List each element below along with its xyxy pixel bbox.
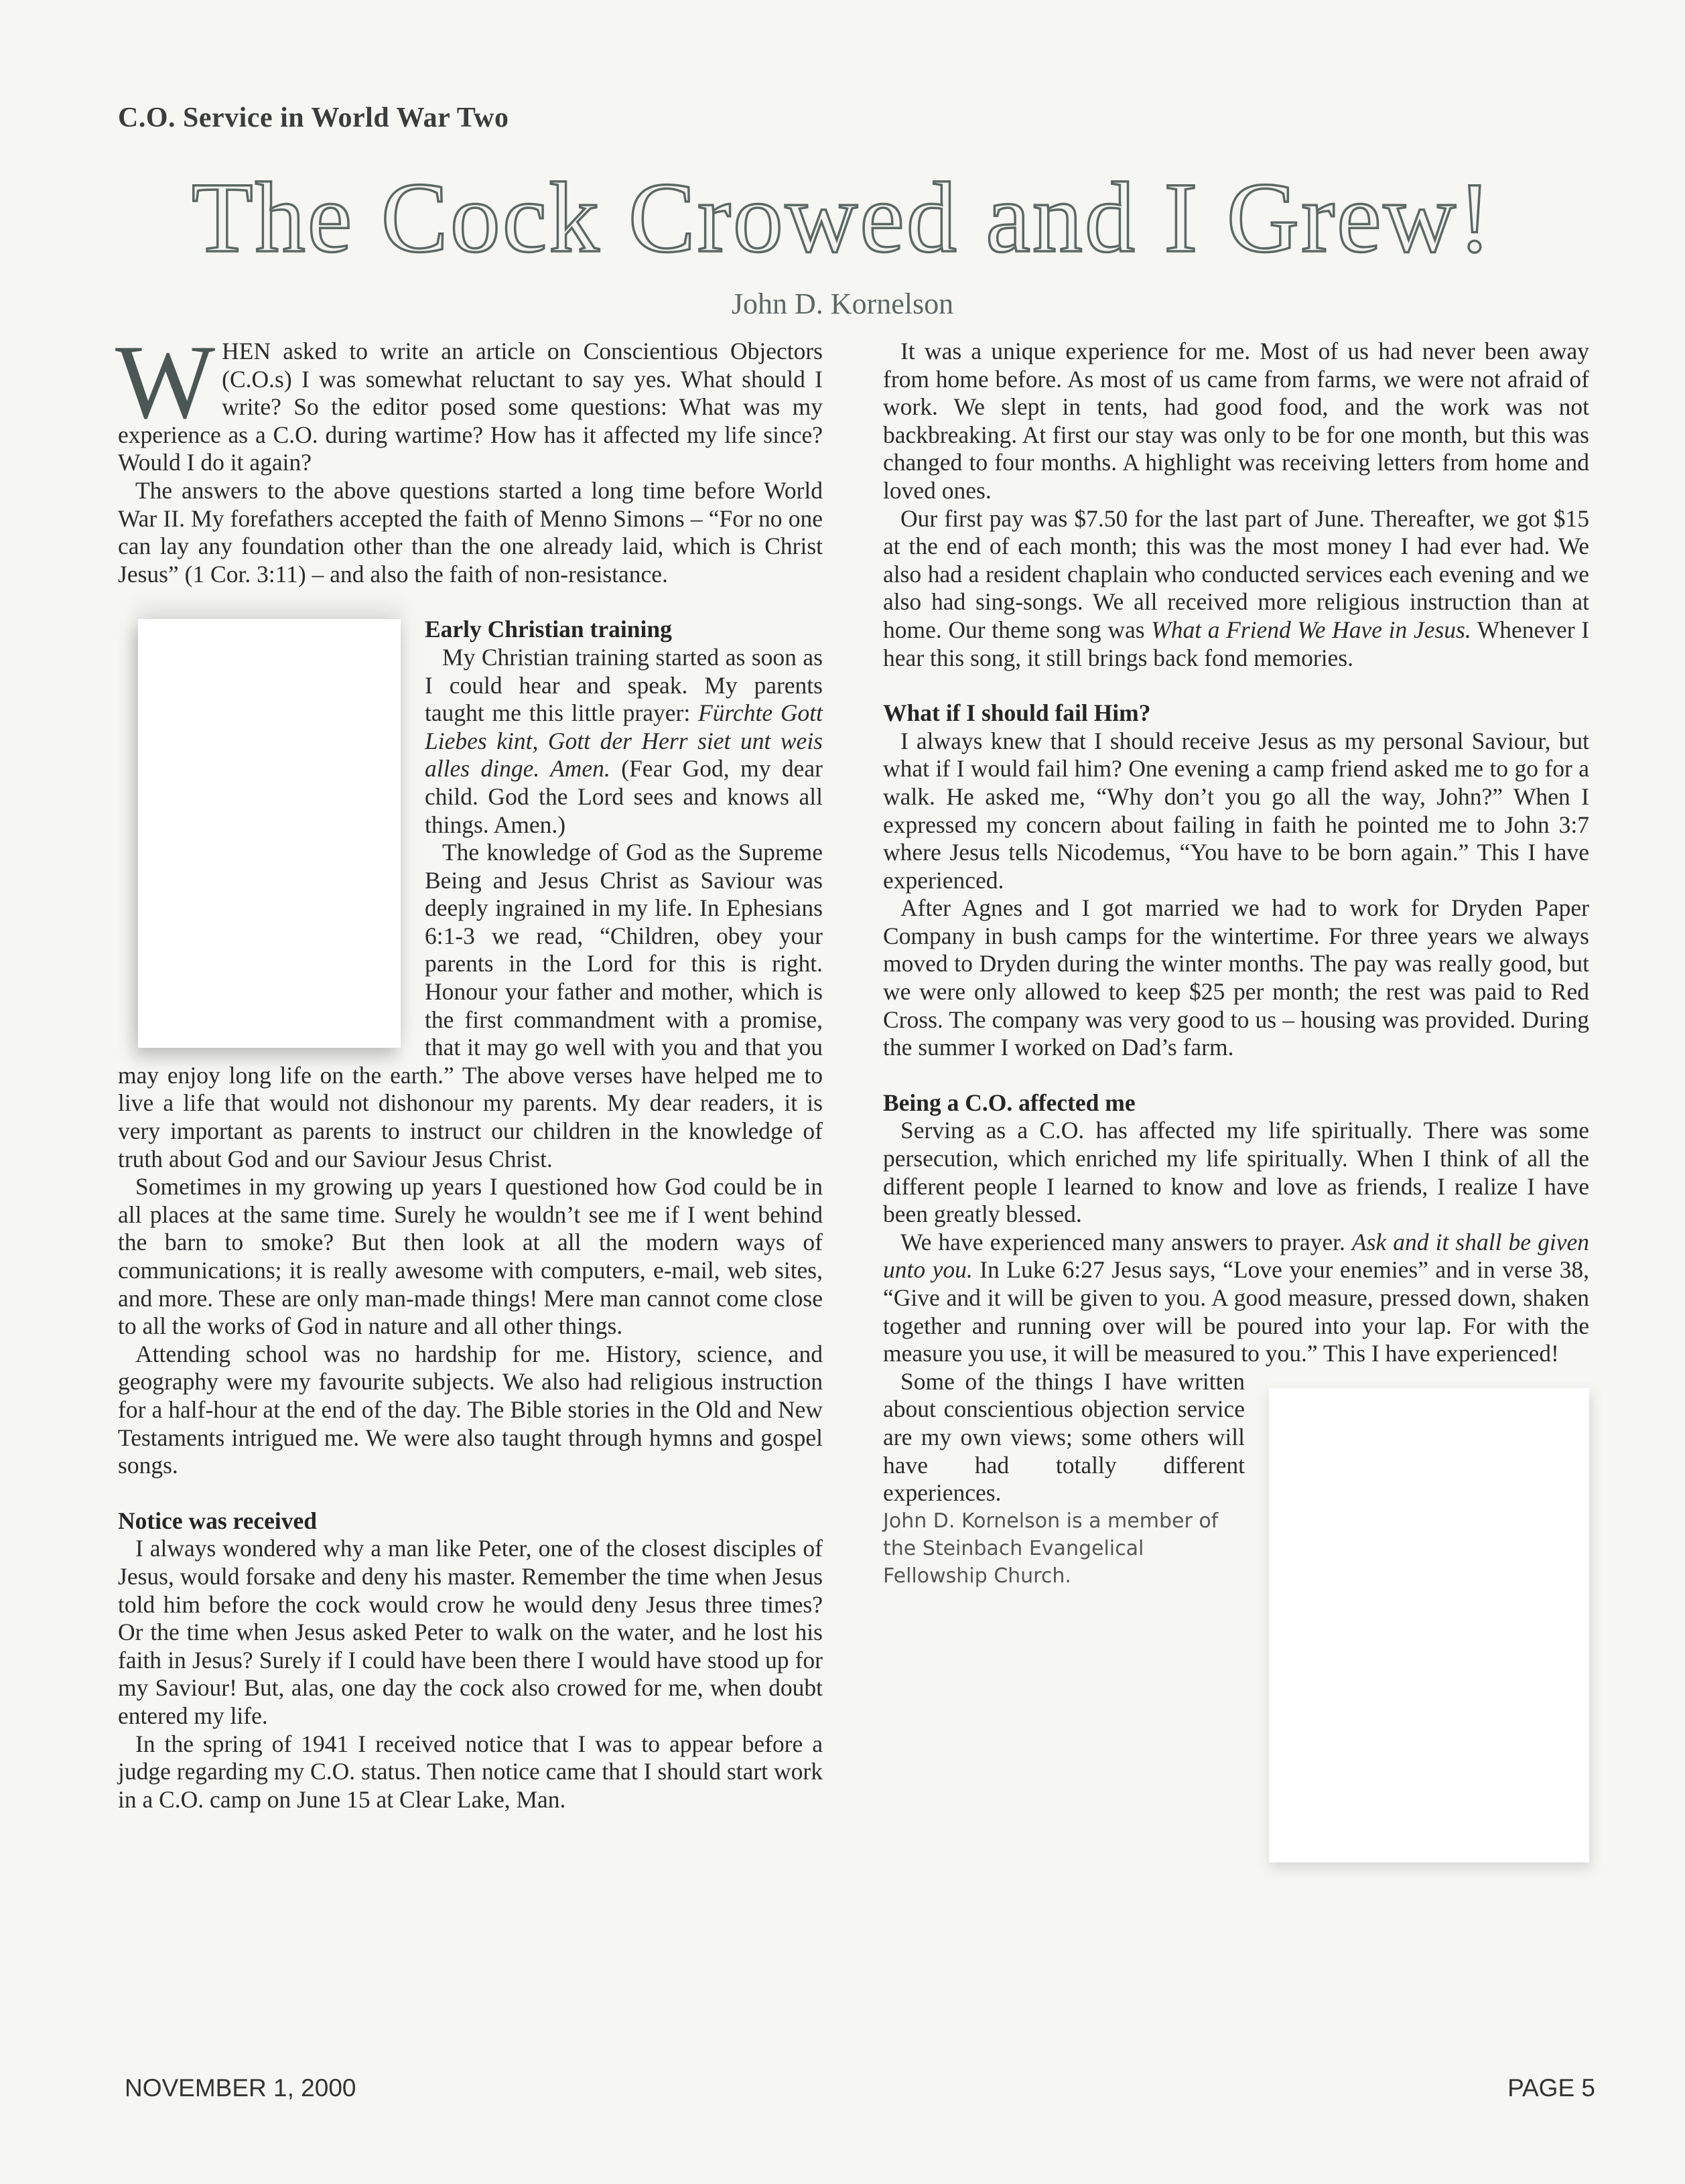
intro-paragraph [115, 324, 823, 477]
paragraph-text: We have experienced many answers to prayer. [900, 1228, 1352, 1255]
paragraph: The knowledge of God as the Supreme Being and Jesus Christ as Saviour was deeply ingrained in my life. In Ephesians 6:1-3 we read, “Children, obey your parents in the Lord for this is right. Honour your father and mother, which is the first commandment with a promise, that it may go well with you and that you may enjoy long life on the earth.” The above verses have helped me to live a life that would not dishonour my parents. My dear readers, it is very important as parents to instruct our children in the knowledge of truth about God and our Saviour Jesus Christ. [118, 839, 823, 1172]
section-heading: What if I should fail Him? [883, 699, 1151, 727]
paragraph: Serving as a C.O. has affected my life spiritually. There was some persecution, which enriched my life spiritually. When I think of all the different people I learned to know and love as friends, I realize I have been greatly blessed. [883, 1117, 1589, 1228]
paragraph: It was a unique experience for me. Most of us had never been away from home before. As most of us came from farms, we were not afraid of work. We slept in tents, had good food, and the work was not backbreaking. At first our stay was only to be for one month, but this was changed to four months. A highlight was receiving letters from home and loved ones. [883, 338, 1589, 504]
paragraph: Attending school was no hardship for me. History, science, and geography were my favourite subjects. We also had religious instruction for a half-hour at the end of the day. The Bible stories in the Old and New Testaments intrigued me. We were also taught through hymns and gospel songs. [118, 1340, 823, 1479]
paragraph-text: In Luke 6:27 Jesus says, “Love your enemies” and in verse 38, “Give and it will be given to you. A good measure, pressed down, shaken together and running over will be poured into your lap. For with the measure you use, it will be measured to you.” This I have experienced! [883, 1256, 1590, 1367]
paragraph [883, 505, 1589, 673]
paragraph [118, 477, 823, 588]
paragraph [883, 1229, 1589, 1368]
paragraph-text: The answers to the above questions started a long time before World War II. My forefathers accepted the faith of Menno Simons – “For no one can lay any foundation other than the one already laid, which is Christ Jesus” (1 Cor. 3:11) – and also the faith of non-resistance. [118, 476, 823, 588]
drop-cap: W [115, 324, 216, 441]
left-column [115, 324, 823, 1814]
section-heading: Notice was received [118, 1507, 318, 1534]
page-number: PAGE 5 [1507, 2074, 1595, 2102]
section-kicker: C.O. Service in World War Two [118, 103, 509, 133]
paragraph: I always knew that I should receive Jesus as my personal Saviour, but what if I would fail him? One evening a camp friend asked me to go for a walk. He asked me, “Why don’t you go all the way, John?” When I expressed my concern about failing in faith he pointed me to John 3:7 where Jesus tells Nicodemus, “You have to be born again.” This I have experienced. [883, 727, 1589, 894]
photo-placeholder [1269, 1388, 1589, 1862]
paragraph-text: My Christian training started as soon as I could hear and speak. My parents taught me this little prayer: [425, 643, 823, 727]
byline: John D. Kornelson [731, 287, 954, 320]
paragraph: Some of the things I have written about conscientious objection service are my own views; some others will have had totally different experiences. [883, 1367, 1245, 1507]
paragraph: In the spring of 1941 I received notice that I was to appear before a judge regarding my C.O. status. Then notice came that I should start work in a C.O. camp on June 15 at Clear Lake, Man. [118, 1730, 823, 1813]
intro-text: HEN asked to write an article on Conscientious Objectors (C.O.s) I was somewhat reluctant to say yes. What should I write? So the editor posed some questions: What was my experience as a C.O. during wartime? How has it affected my life since? Would I do it again? [118, 338, 823, 476]
scripture-quote: Ask and it shall be given unto you. [883, 1228, 1589, 1284]
paragraph-text: Our first pay was $7.50 for the last part of June. Thereafter, we got $15 at the end of each month; this was the most money I had ever had. We also had a resident chaplain who conducted services each evening and we also had sing-songs. We all received more religious instruction than at home. Our theme song was [883, 504, 1589, 643]
paragraph-text: (Fear God, my dear child. God the Lord sees and knows all things. Amen.) [425, 755, 823, 838]
paragraph: After Agnes and I got married we had to work for Dryden Paper Company in bush camps for the wintertime. For three years we always moved to Dryden during the winter months. The pay was really good, but we were only allowed to keep $25 per month; the rest was paid to Red Cross. The company was very good to us – housing was provided. During the summer I worked on Dad’s farm. [883, 894, 1589, 1061]
paragraph: Sometimes in my growing up years I questioned how God could be in all places at the same time. Surely he wouldn’t see me if I went behind the barn to smoke? But then look at all the modern ways of communications; it is really awesome with computers, e-mail, web sites, and more. These are only man-made things! Mere man cannot come close to all the works of God in nature and all other things. [118, 1173, 823, 1340]
section-heading: Being a C.O. affected me [883, 1089, 1136, 1116]
prayer-text: Fürchte Gott Liebes kint, Gott der Herr siet unt weis alles dinge. Amen. [425, 699, 823, 782]
photo-placeholder [138, 619, 401, 1048]
paragraph-text: Whenever I hear this song, it still brings back fond memories. [883, 616, 1590, 671]
song-title: What a Friend We Have in Jesus. [1151, 616, 1471, 643]
right-column [883, 338, 1589, 1862]
paragraph: I always wondered why a man like Peter, one of the closest disciples of Jesus, would forsake and deny his master. Remember the time when Jesus told him before the cock would crow he would deny Jesus three times? Or the time when Jesus asked Peter to walk on the water, and he lost his faith in Jesus? Surely if I could have been there I would have stood up for my Saviour! But, alas, one day the cock also crowed for me, when doubt entered my life. [118, 1535, 823, 1729]
section-heading: Early Christian training [425, 616, 672, 643]
article-title: The Cock Crowed and I Grew! [192, 162, 1493, 273]
issue-date: NOVEMBER 1, 2000 [125, 2074, 356, 2102]
author-bio: John D. Kornelson is a member of the Steinbach Evangelical Fellowship Church. [883, 1509, 1219, 1588]
